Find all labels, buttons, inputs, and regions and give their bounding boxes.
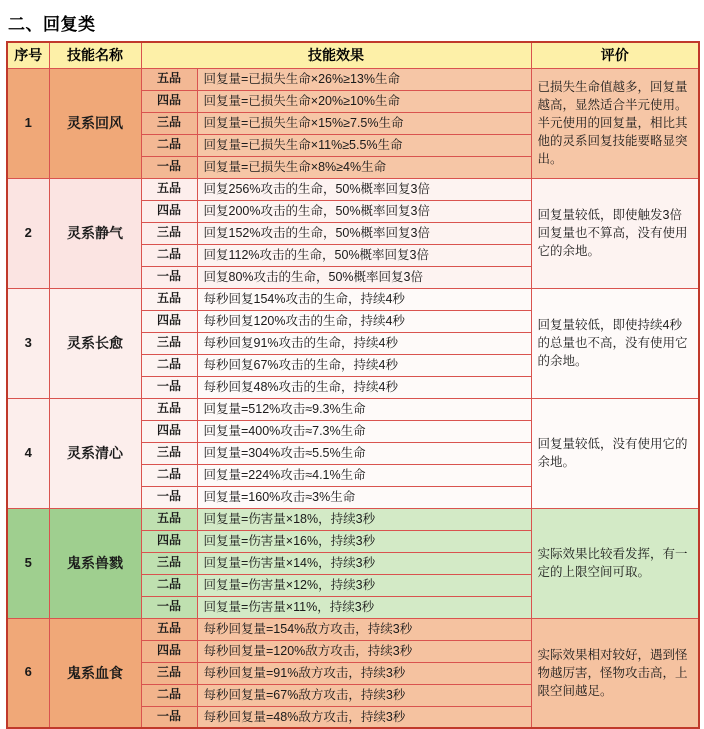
cell-index: 3	[7, 288, 49, 398]
cell-comment: 实际效果相对较好，遇到怪物越厉害，怪物攻击高，上限空间越足。	[531, 618, 699, 728]
cell-effect: 每秒回复量=48%敌方攻击，持续3秒	[197, 706, 531, 728]
cell-effect: 回复量=伤害量×11%，持续3秒	[197, 596, 531, 618]
cell-skill-name: 灵系回风	[49, 68, 141, 178]
cell-rank: 四品	[141, 640, 197, 662]
cell-rank: 五品	[141, 68, 197, 90]
recovery-skills-table	[6, 41, 700, 729]
cell-index: 1	[7, 68, 49, 178]
cell-rank: 二品	[141, 244, 197, 266]
cell-rank: 五品	[141, 288, 197, 310]
cell-effect: 每秒回复120%攻击的生命，持续4秒	[197, 310, 531, 332]
cell-effect: 回复200%攻击的生命，50%概率回复3倍	[197, 200, 531, 222]
header-index: 序号	[7, 42, 49, 68]
cell-rank: 四品	[141, 200, 197, 222]
cell-rank: 四品	[141, 420, 197, 442]
cell-rank: 二品	[141, 134, 197, 156]
cell-rank: 三品	[141, 222, 197, 244]
cell-effect: 回复量=304%攻击≈5.5%生命	[197, 442, 531, 464]
cell-effect: 每秒回复154%攻击的生命，持续4秒	[197, 288, 531, 310]
cell-rank: 三品	[141, 552, 197, 574]
cell-effect: 回复量=160%攻击≈3%生命	[197, 486, 531, 508]
cell-effect: 每秒回复91%攻击的生命，持续4秒	[197, 332, 531, 354]
cell-rank: 一品	[141, 486, 197, 508]
cell-rank: 三品	[141, 662, 197, 684]
cell-effect: 回复量=伤害量×14%，持续3秒	[197, 552, 531, 574]
table-row	[7, 508, 699, 530]
cell-effect: 每秒回复48%攻击的生命，持续4秒	[197, 376, 531, 398]
table-header	[7, 42, 699, 68]
cell-rank: 三品	[141, 442, 197, 464]
cell-effect: 回复量=伤害量×12%，持续3秒	[197, 574, 531, 596]
cell-comment: 回复量较低，即使触发3倍回复量也不算高，没有使用它的余地。	[531, 178, 699, 288]
cell-skill-name: 灵系长愈	[49, 288, 141, 398]
cell-skill-name: 灵系清心	[49, 398, 141, 508]
cell-effect: 回复量=伤害量×16%，持续3秒	[197, 530, 531, 552]
cell-effect: 每秒回复量=67%敌方攻击，持续3秒	[197, 684, 531, 706]
cell-rank: 四品	[141, 310, 197, 332]
cell-effect: 回复量=已损失生命×26%≥13%生命	[197, 68, 531, 90]
cell-skill-name: 鬼系血食	[49, 618, 141, 728]
cell-rank: 二品	[141, 684, 197, 706]
cell-rank: 四品	[141, 530, 197, 552]
cell-effect: 回复256%攻击的生命，50%概率回复3倍	[197, 178, 531, 200]
cell-rank: 三品	[141, 332, 197, 354]
cell-rank: 五品	[141, 398, 197, 420]
cell-effect: 回复量=已损失生命×11%≥5.5%生命	[197, 134, 531, 156]
table-row	[7, 288, 699, 310]
cell-effect: 回复80%攻击的生命，50%概率回复3倍	[197, 266, 531, 288]
cell-effect: 回复量=512%攻击≈9.3%生命	[197, 398, 531, 420]
cell-rank: 五品	[141, 618, 197, 640]
cell-effect: 回复152%攻击的生命，50%概率回复3倍	[197, 222, 531, 244]
cell-rank: 三品	[141, 112, 197, 134]
cell-effect: 每秒回复量=154%敌方攻击，持续3秒	[197, 618, 531, 640]
cell-rank: 一品	[141, 156, 197, 178]
cell-rank: 二品	[141, 464, 197, 486]
cell-effect: 回复112%攻击的生命，50%概率回复3倍	[197, 244, 531, 266]
cell-rank: 五品	[141, 508, 197, 530]
cell-index: 5	[7, 508, 49, 618]
cell-rank: 二品	[141, 574, 197, 596]
page-title: 二、回复类	[8, 15, 96, 34]
header-comment: 评价	[531, 42, 699, 68]
cell-rank: 五品	[141, 178, 197, 200]
cell-comment: 已损失生命值越多，回复量越高，显然适合半元使用。半元使用的回复量，相比其他的灵系回复技能要略显突出。	[531, 68, 699, 178]
cell-index: 2	[7, 178, 49, 288]
cell-comment: 回复量较低，即使持续4秒的总量也不高，没有使用它的余地。	[531, 288, 699, 398]
cell-rank: 四品	[141, 90, 197, 112]
header-skill-effect: 技能效果	[141, 42, 531, 68]
cell-effect: 回复量=224%攻击≈4.1%生命	[197, 464, 531, 486]
cell-effect: 每秒回复量=91%敌方攻击，持续3秒	[197, 662, 531, 684]
cell-index: 6	[7, 618, 49, 728]
cell-comment: 实际效果比较看发挥，有一定的上限空间可取。	[531, 508, 699, 618]
cell-effect: 回复量=已损失生命×20%≥10%生命	[197, 90, 531, 112]
cell-rank: 一品	[141, 596, 197, 618]
cell-effect: 回复量=已损失生命×15%≥7.5%生命	[197, 112, 531, 134]
table-row	[7, 178, 699, 200]
cell-rank: 一品	[141, 266, 197, 288]
cell-effect: 回复量=伤害量×18%，持续3秒	[197, 508, 531, 530]
table-row	[7, 68, 699, 90]
table-row	[7, 398, 699, 420]
cell-rank: 一品	[141, 376, 197, 398]
header-skill-name: 技能名称	[49, 42, 141, 68]
cell-skill-name: 灵系静气	[49, 178, 141, 288]
cell-effect: 回复量=已损失生命×8%≥4%生命	[197, 156, 531, 178]
table-row	[7, 618, 699, 640]
cell-rank: 二品	[141, 354, 197, 376]
cell-comment: 回复量较低，没有使用它的余地。	[531, 398, 699, 508]
table-body	[7, 68, 699, 728]
cell-index: 4	[7, 398, 49, 508]
cell-effect: 每秒回复量=120%敌方攻击，持续3秒	[197, 640, 531, 662]
cell-rank: 一品	[141, 706, 197, 728]
cell-skill-name: 鬼系兽戮	[49, 508, 141, 618]
cell-effect: 回复量=400%攻击≈7.3%生命	[197, 420, 531, 442]
cell-effect: 每秒回复67%攻击的生命，持续4秒	[197, 354, 531, 376]
